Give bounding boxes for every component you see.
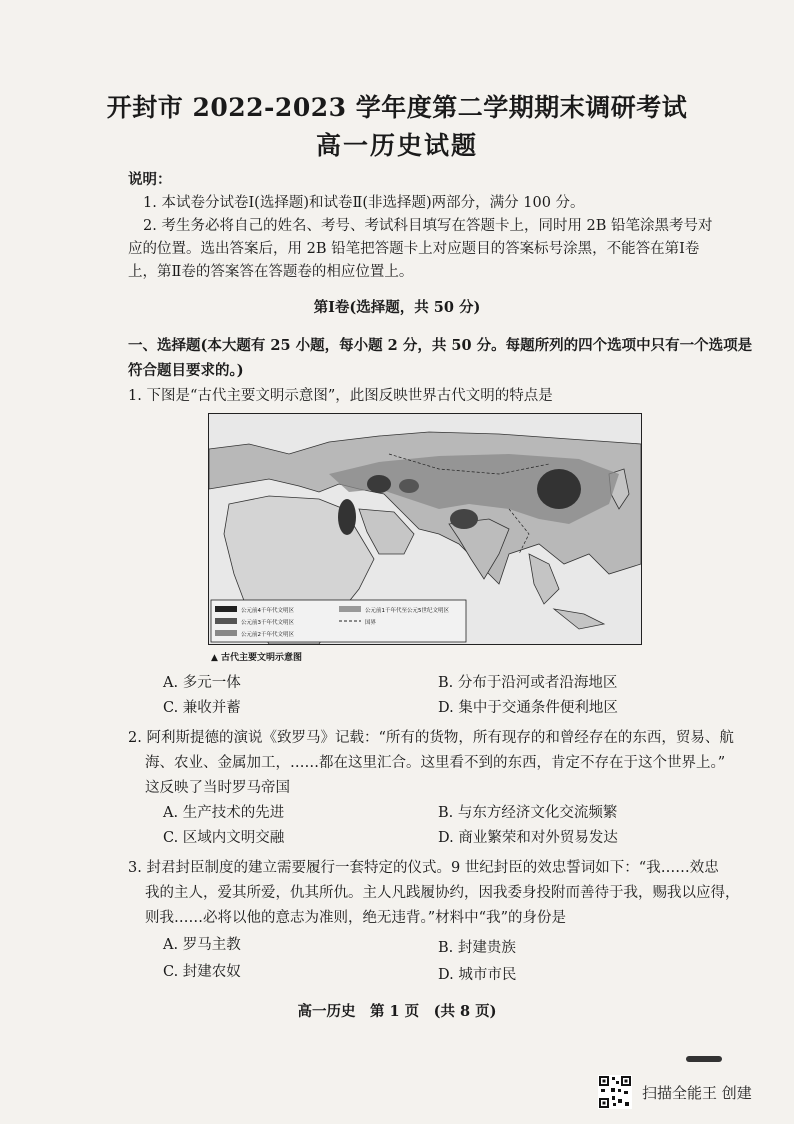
- q2-option-c: C. 区域内文明交融: [163, 830, 285, 846]
- legend-item-1: 公元前4千年代文明区: [241, 608, 294, 614]
- q1-option-c: C. 兼收并蓄: [163, 700, 241, 716]
- page-footer: 高一历史 第 1 页 (共 8 页): [297, 1003, 497, 1020]
- scan-smudge: [686, 1056, 722, 1062]
- q3-option-d: D. 城市市民: [438, 967, 517, 983]
- qr-code-icon: [598, 1075, 632, 1109]
- q2-stem-line2: 海、农业、金属加工，……都在这里汇合。这里看不到的东西，肯定不存在于这个世界上。”: [145, 755, 726, 771]
- section-heading-line1: 一、选择题(本大题有 25 小题，每小题 2 分，共 50 分。每题所列的四个选项中只有一个选项是: [128, 337, 753, 354]
- q2-option-d: D. 商业繁荣和对外贸易发达: [438, 830, 618, 846]
- instruction-line-2a: 2. 考生务必将自己的姓名、考号、考试科目填写在答题卡上，同时用 2B 铅笔涂黑考号对: [143, 218, 713, 234]
- section-heading-line2: 符合题目要求的。): [128, 362, 244, 379]
- q2-stem-line3: 这反映了当时罗马帝国: [145, 780, 290, 796]
- q1-stem: 1. 下图是“古代主要文明示意图”，此图反映世界古代文明的特点是: [128, 388, 553, 404]
- instruction-line-2c: 上，第Ⅱ卷的答案答在答题卷的相应位置上。: [128, 264, 414, 280]
- exam-title: 开封市 2022-2023 学年度第二学期期末调研考试: [106, 93, 688, 122]
- legend-item-5: 国界: [365, 620, 377, 626]
- q3-option-a: A. 罗马主教: [163, 937, 241, 953]
- instructions-label: 说明：: [128, 171, 172, 188]
- q2-stem-line1: 2. 阿利斯提德的演说《致罗马》记载：“所有的货物，所有现存的和曾经存在的东西，贸易、航: [128, 730, 734, 746]
- exam-subtitle: 高一历史试题: [315, 131, 478, 160]
- instruction-line-2b: 应的位置。选出答案后，用 2B 铅笔把答题卡上对应题目的答案标号涂黑，不能答在第Ⅰ卷: [128, 241, 700, 257]
- q3-stem-line3: 则我……必将以他的意志为准则，绝无违背。”材料中“我”的身份是: [145, 910, 566, 926]
- map-caption: ▲ 古代主要文明示意图: [211, 653, 303, 663]
- q3-stem-line2: 我的主人，爱其所爱，仇其所仇。主人凡践履协约，因我委身投附而善待于我，赐我以应得，: [145, 885, 740, 901]
- q1-option-b: B. 分布于沿河或者沿海地区: [438, 675, 618, 691]
- q2-option-b: B. 与东方经济文化交流频繁: [438, 805, 618, 821]
- q1-option-a: A. 多元一体: [163, 675, 241, 691]
- q2-option-a: A. 生产技术的先进: [163, 805, 285, 821]
- q1-option-d: D. 集中于交通条件便利地区: [438, 700, 618, 716]
- scanner-watermark: 扫描全能王 创建: [642, 1084, 752, 1102]
- q3-stem-line1: 3. 封君封臣制度的建立需要履行一套特定的仪式。9 世纪封臣的效忠誓词如下：“我……效忠: [128, 860, 719, 876]
- legend-item-2: 公元前3千年代文明区: [241, 620, 294, 626]
- ancient-civilizations-map: [208, 413, 642, 645]
- section-title: 第Ⅰ卷(选择题，共 50 分): [313, 299, 481, 316]
- instruction-line-1: 1. 本试卷分试卷Ⅰ(选择题)和试卷Ⅱ(非选择题)两部分，满分 100 分。: [143, 195, 585, 211]
- legend-item-3: 公元前2千年代文明区: [241, 632, 294, 638]
- q3-option-c: C. 封建农奴: [163, 964, 241, 980]
- legend-item-4: 公元前1千年代至公元5世纪文明区: [365, 608, 449, 614]
- q3-option-b: B. 封建贵族: [438, 940, 516, 956]
